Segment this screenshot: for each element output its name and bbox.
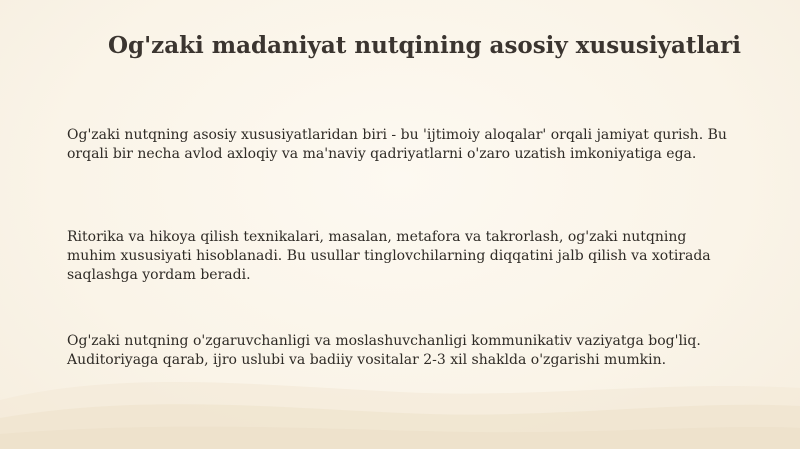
paragraph-2 <box>67 228 767 285</box>
slide-title: Og'zaki madaniyat nutqining asosiy xususiyatlari <box>108 32 741 59</box>
paragraph-line: orqali bir necha avlod axloqiy va ma'naviy qadriyatlarni o'zaro uzatish imkoniyatiga ega. <box>67 146 697 162</box>
paragraph-line: Auditoriyaga qarab, ijro uslubi va badiiy vositalar 2-3 xil shaklda o'zgarishi mumkin. <box>67 352 667 368</box>
paragraph-line: saqlashga yordam beradi. <box>67 267 251 283</box>
paragraph-3 <box>67 332 767 370</box>
paragraph-1 <box>67 126 767 164</box>
paragraph-line: Ritorika va hikoya qilish texnikalari, masalan, metafora va takrorlash, og'zaki nutqning <box>67 229 687 245</box>
paragraph-line: Og'zaki nutqning o'zgaruvchanligi va moslashuvchanligi kommunikativ vaziyatga bog'liq. <box>67 333 701 349</box>
paragraph-line: muhim xususiyati hisoblanadi. Bu usullar tinglovchilarning diqqatini jalb qilish va xotirada <box>67 248 711 264</box>
paragraph-line: Og'zaki nutqning asosiy xususiyatlaridan biri - bu 'ijtimoiy aloqalar' orqali jamiyat qurish. Bu <box>67 127 727 143</box>
